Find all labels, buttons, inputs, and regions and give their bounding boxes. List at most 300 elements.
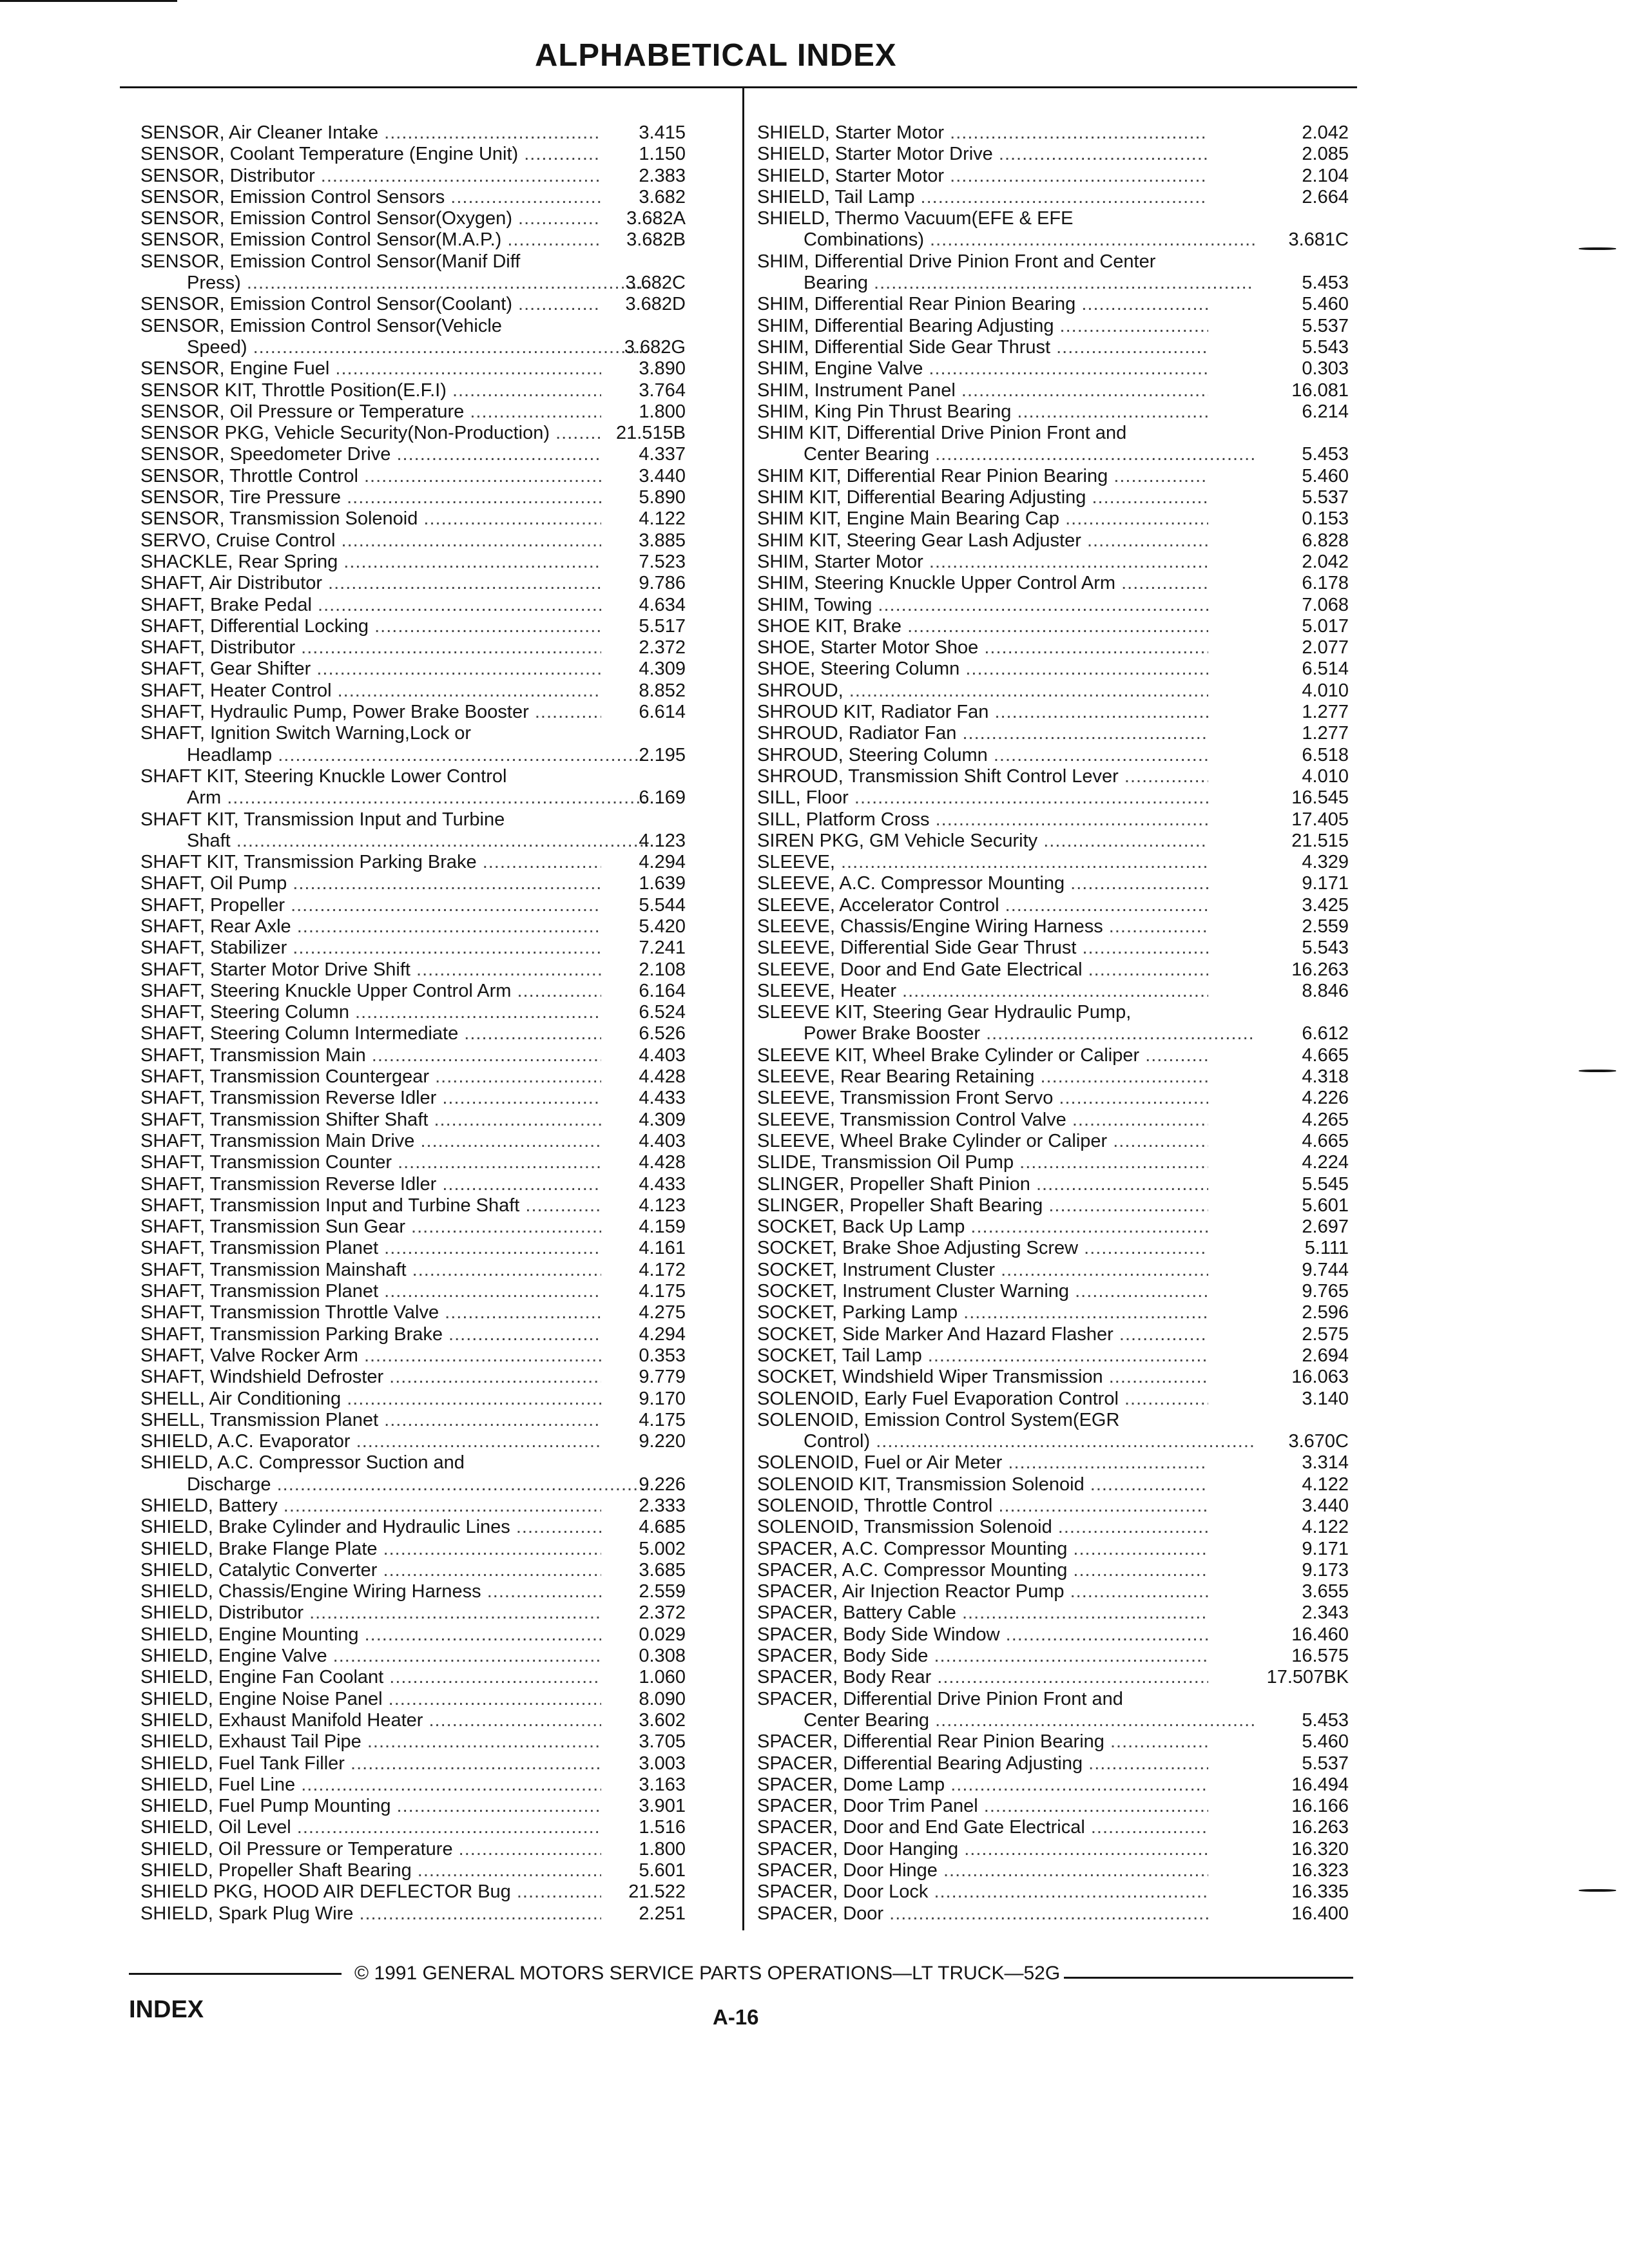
entry-reference-number: 3.705 <box>639 1731 686 1753</box>
index-entry <box>757 658 1349 680</box>
index-entry <box>140 1517 686 1538</box>
margin-tick-mark <box>1579 1889 1616 1892</box>
index-entry <box>757 1881 1349 1903</box>
entry-description: SPACER, Battery Cable <box>757 1602 956 1624</box>
top-corner-rule <box>0 0 177 2</box>
entry-description: SILL, Floor <box>757 787 849 809</box>
index-entry <box>757 1302 1349 1323</box>
index-entry <box>757 423 1349 466</box>
entry-description: SOLENOID, Throttle Control <box>757 1495 993 1516</box>
entry-description: SPACER, Door Lock <box>757 1881 929 1903</box>
entry-reference-number: 5.453 <box>1302 444 1349 465</box>
entry-description: SHAFT KIT, Transmission Parking Brake <box>140 852 477 873</box>
entry-reference-number: 4.329 <box>1302 852 1349 873</box>
entry-description: SPACER, Differential Bearing Adjusting <box>757 1753 1083 1774</box>
entry-description: SENSOR, Speedometer Drive <box>140 444 391 465</box>
index-entry <box>140 809 686 852</box>
entry-reference-number: 5.460 <box>1302 1731 1349 1753</box>
index-entry <box>757 1560 1349 1581</box>
entry-reference-number: 3.682D <box>625 294 686 315</box>
index-entry <box>757 1731 1349 1753</box>
entry-reference-number: 4.159 <box>639 1216 686 1238</box>
entry-reference-number: 6.164 <box>639 980 686 1001</box>
index-entry <box>140 316 686 359</box>
index-entry <box>757 187 1349 208</box>
entry-reference-number: 0.308 <box>639 1646 686 1667</box>
entry-description: SHAFT, Differential Locking <box>140 615 369 637</box>
entry-description: SPACER, Body Rear <box>757 1667 932 1688</box>
index-entry <box>140 616 686 637</box>
entry-description: Discharge <box>187 1474 271 1495</box>
entry-reference-number: 3.682B <box>626 229 686 251</box>
entry-reference-number: 5.517 <box>639 615 686 637</box>
entry-description: SHELL, Transmission Planet <box>140 1409 379 1430</box>
index-entry <box>757 337 1349 358</box>
index-column-left <box>140 122 686 1925</box>
index-entry <box>757 1066 1349 1088</box>
index-entry <box>757 358 1349 380</box>
entry-description: SOCKET, Windshield Wiper Transmission <box>757 1367 1103 1388</box>
index-entry <box>140 1324 686 1345</box>
entry-description: SPACER, A.C. Compressor Mounting <box>757 1559 1068 1581</box>
index-entry <box>757 1774 1349 1796</box>
index-entry <box>140 251 686 294</box>
entry-reference-number: 4.309 <box>639 658 686 680</box>
entry-description: SHIELD, Oil Pressure or Temperature <box>140 1838 453 1860</box>
entry-reference-number: 6.526 <box>639 1023 686 1044</box>
entry-description: SENSOR, Distributor <box>140 165 315 186</box>
index-entry <box>757 1110 1349 1131</box>
entry-description: SENSOR, Oil Pressure or Temperature <box>140 401 465 422</box>
index-entry <box>757 937 1349 959</box>
entry-reference-number: 4.175 <box>639 1281 686 1302</box>
entry-description: SENSOR KIT, Throttle Position(E.F.I) <box>140 380 447 401</box>
entry-reference-number: 6.828 <box>1302 530 1349 551</box>
index-entry <box>757 1238 1349 1259</box>
entry-reference-number: 16.575 <box>1291 1646 1349 1667</box>
entry-reference-number: 21.515B <box>615 423 686 444</box>
index-entry <box>140 959 686 981</box>
entry-reference-number: 4.665 <box>1302 1044 1349 1066</box>
entry-reference-number: 2.559 <box>1302 916 1349 937</box>
entry-description: SPACER, Differential Drive Pinion Front and <box>757 1688 1123 1709</box>
index-entry <box>757 616 1349 637</box>
entry-description: SENSOR, Emission Control Sensor(M.A.P.) <box>140 229 502 251</box>
index-entry <box>140 1410 686 1431</box>
entry-description: SOCKET, Back Up Lamp <box>757 1216 965 1238</box>
entry-description: SPACER, Door Hanging <box>757 1838 959 1860</box>
index-entry <box>140 1560 686 1581</box>
entry-reference-number: 3.440 <box>639 465 686 486</box>
index-entry <box>140 1452 686 1495</box>
entry-description: SHIELD, Fuel Pump Mounting <box>140 1796 391 1817</box>
entry-reference-number: 5.460 <box>1302 294 1349 315</box>
index-entry <box>757 852 1349 873</box>
index-entry <box>757 680 1349 702</box>
index-entry <box>757 1474 1349 1495</box>
entry-reference-number: 9.744 <box>1302 1259 1349 1280</box>
index-entry <box>140 1367 686 1388</box>
index-entry <box>757 873 1349 894</box>
entry-description: SHAFT KIT, Transmission Input and Turbine <box>140 809 505 830</box>
index-entry <box>140 487 686 508</box>
entry-description: SHIELD, Tail Lamp <box>757 186 915 207</box>
index-entry <box>757 745 1349 766</box>
index-entry <box>140 1131 686 1152</box>
entry-description: SLEEVE KIT, Wheel Brake Cylinder or Caliper <box>757 1044 1140 1066</box>
index-entry <box>140 229 686 251</box>
index-entry <box>757 1452 1349 1474</box>
entry-reference-number: 4.275 <box>639 1302 686 1323</box>
entry-reference-number: 3.682 <box>639 186 686 207</box>
entry-description: SHIELD, Engine Valve <box>140 1646 327 1667</box>
entry-description: SPACER, Body Side <box>757 1646 929 1667</box>
entry-reference-number: 4.403 <box>639 1130 686 1151</box>
index-entry <box>757 466 1349 487</box>
entry-reference-number: 9.779 <box>639 1367 686 1388</box>
entry-description: SHIM KIT, Differential Bearing Adjusting <box>757 487 1086 508</box>
entry-description: SHAFT, Transmission Sun Gear <box>140 1216 405 1238</box>
entry-description: SHAFT, Brake Pedal <box>140 594 312 615</box>
entry-reference-number: 3.682G <box>624 336 686 358</box>
entry-reference-number: 4.122 <box>639 508 686 530</box>
entry-description: SHAFT, Transmission Shifter Shaft <box>140 1109 429 1130</box>
entry-reference-number: 5.537 <box>1302 1753 1349 1774</box>
footer-rule-right <box>1064 1977 1353 1979</box>
entry-description: SENSOR, Emission Control Sensor(Oxygen) <box>140 208 512 229</box>
entry-description: SHAFT, Transmission Reverse Idler <box>140 1088 437 1109</box>
entry-description: SHAFT, Transmission Mainshaft <box>140 1259 407 1280</box>
index-entry <box>757 595 1349 616</box>
entry-reference-number: 5.537 <box>1302 487 1349 508</box>
entry-reference-number: 1.800 <box>639 401 686 422</box>
entry-reference-number: 16.545 <box>1291 787 1349 809</box>
entry-description: SHIELD, Spark Plug Wire <box>140 1903 354 1924</box>
index-entry <box>140 1045 686 1066</box>
index-entry <box>140 1023 686 1044</box>
entry-description: SENSOR, Air Cleaner Intake <box>140 122 379 143</box>
entry-description: SENSOR, Emission Control Sensor(Vehicle <box>140 315 502 336</box>
index-entry <box>140 1110 686 1131</box>
entry-description: SHROUD, Radiator Fan <box>757 723 957 744</box>
entry-description: Power Brake Booster <box>804 1023 981 1044</box>
entry-reference-number: 5.453 <box>1302 273 1349 294</box>
index-entry <box>757 702 1349 723</box>
entry-reference-number: 4.122 <box>1302 1474 1349 1495</box>
index-entry <box>757 1517 1349 1538</box>
entry-reference-number: 3.003 <box>639 1753 686 1774</box>
entry-reference-number: 3.415 <box>639 122 686 143</box>
entry-reference-number: 4.433 <box>639 1088 686 1109</box>
entry-description: SHIELD, Exhaust Manifold Heater <box>140 1709 423 1731</box>
index-entry <box>757 1903 1349 1925</box>
index-entry <box>757 959 1349 981</box>
entry-reference-number: 4.337 <box>639 444 686 465</box>
entry-description: SLIDE, Transmission Oil Pump <box>757 1152 1014 1173</box>
entry-description: SENSOR, Tire Pressure <box>140 487 342 508</box>
entry-reference-number: 0.303 <box>1302 358 1349 380</box>
entry-reference-number: 2.559 <box>639 1581 686 1602</box>
entry-reference-number: 4.428 <box>639 1066 686 1088</box>
entry-reference-number: 6.518 <box>1302 744 1349 765</box>
entry-reference-number: 9.220 <box>639 1431 686 1452</box>
index-entry <box>140 1495 686 1517</box>
entry-description: Speed) <box>187 336 247 358</box>
entry-reference-number: 4.161 <box>639 1238 686 1259</box>
entry-reference-number: 2.664 <box>1302 186 1349 207</box>
index-column-right <box>757 122 1349 1925</box>
entry-description: SHIELD, Chassis/Engine Wiring Harness <box>140 1581 481 1602</box>
entry-reference-number: 2.372 <box>639 1602 686 1624</box>
entry-description: SHIELD, Starter Motor Drive <box>757 144 993 165</box>
index-entry <box>140 702 686 723</box>
entry-description: SOLENOID KIT, Transmission Solenoid <box>757 1474 1084 1495</box>
margin-tick-mark <box>1579 247 1616 250</box>
index-entry <box>140 1238 686 1259</box>
index-entry <box>140 658 686 680</box>
index-entry <box>140 166 686 187</box>
entry-description: SERVO, Cruise Control <box>140 530 336 551</box>
entry-reference-number: 5.543 <box>1302 336 1349 358</box>
index-entry <box>757 1817 1349 1838</box>
entry-description: SLEEVE, Chassis/Engine Wiring Harness <box>757 916 1103 937</box>
entry-description: SLEEVE, Differential Side Gear Thrust <box>757 937 1077 959</box>
index-entry <box>757 122 1349 144</box>
entry-description: SENSOR, Emission Control Sensor(Coolant) <box>140 294 512 315</box>
entry-reference-number: 5.420 <box>639 916 686 937</box>
title-rule <box>120 86 1357 88</box>
entry-description: SHROUD, Steering Column <box>757 744 988 765</box>
entry-description: SHAFT, Transmission Countergear <box>140 1066 430 1088</box>
entry-reference-number: 1.060 <box>639 1667 686 1688</box>
entry-description: SHIM, Instrument Panel <box>757 380 956 401</box>
entry-reference-number: 16.263 <box>1291 959 1349 980</box>
index-entry <box>140 873 686 894</box>
entry-description: SHAFT, Air Distributor <box>140 573 322 594</box>
index-entry <box>757 530 1349 552</box>
entry-description: Arm <box>187 787 222 809</box>
entry-reference-number: 5.601 <box>639 1860 686 1881</box>
entry-reference-number: 4.122 <box>1302 1517 1349 1538</box>
index-entry <box>757 787 1349 809</box>
entry-description: SHAFT, Heater Control <box>140 680 332 701</box>
footer-copyright-line <box>129 1963 1353 1984</box>
entry-description: SHIELD, Distributor <box>140 1602 304 1624</box>
entry-reference-number: 4.433 <box>639 1173 686 1195</box>
margin-tick-mark <box>1579 1070 1616 1072</box>
index-entry <box>757 316 1349 337</box>
index-entry <box>757 895 1349 916</box>
entry-reference-number: 3.685 <box>639 1559 686 1581</box>
entry-description: SHAFT KIT, Steering Knuckle Lower Control <box>140 765 507 787</box>
entry-reference-number: 8.852 <box>639 680 686 701</box>
index-entry <box>140 1302 686 1323</box>
index-entry <box>140 1002 686 1023</box>
index-entry <box>757 144 1349 165</box>
entry-reference-number: 2.042 <box>1302 122 1349 143</box>
entry-reference-number: 2.077 <box>1302 637 1349 658</box>
index-entry <box>140 530 686 552</box>
index-entry <box>140 1345 686 1367</box>
entry-reference-number: 21.515 <box>1291 830 1349 851</box>
index-entry <box>140 122 686 144</box>
entry-reference-number: 4.010 <box>1302 680 1349 701</box>
entry-description: SPACER, Body Side Window <box>757 1624 1000 1645</box>
index-entry <box>140 637 686 658</box>
index-entry <box>757 208 1349 251</box>
index-entry <box>757 723 1349 744</box>
entry-reference-number: 4.403 <box>639 1044 686 1066</box>
entry-reference-number: 3.140 <box>1302 1388 1349 1409</box>
index-entry <box>757 552 1349 573</box>
index-entry <box>140 981 686 1002</box>
index-entry <box>757 1345 1349 1367</box>
entry-reference-number: 6.612 <box>1302 1023 1349 1044</box>
index-entry <box>757 1602 1349 1624</box>
entry-reference-number: 5.890 <box>639 487 686 508</box>
entry-description: SHIELD, Engine Fan Coolant <box>140 1667 384 1688</box>
entry-description: SHIELD, Starter Motor <box>757 165 945 186</box>
index-entry <box>140 937 686 959</box>
index-entry <box>140 1881 686 1903</box>
entry-description: SOLENOID, Early Fuel Evaporation Control <box>757 1388 1119 1409</box>
entry-reference-number: 4.294 <box>639 1323 686 1345</box>
entry-description: SLEEVE, Transmission Control Valve <box>757 1109 1066 1130</box>
index-entry <box>757 809 1349 831</box>
index-entry <box>140 208 686 229</box>
entry-reference-number: 8.090 <box>639 1688 686 1709</box>
entry-description: SENSOR, Emission Control Sensor(Manif Diff <box>140 251 521 272</box>
entry-reference-number: 8.846 <box>1302 980 1349 1001</box>
entry-description: SHIELD, Oil Level <box>140 1817 291 1838</box>
entry-description: SHROUD, <box>757 680 843 701</box>
index-entry <box>757 573 1349 594</box>
index-entry <box>757 1174 1349 1195</box>
index-entry <box>757 1088 1349 1109</box>
entry-reference-number: 2.251 <box>639 1903 686 1924</box>
entry-reference-number: 16.320 <box>1291 1838 1349 1860</box>
index-entry <box>140 1646 686 1667</box>
entry-reference-number: 6.178 <box>1302 573 1349 594</box>
entry-reference-number: 2.694 <box>1302 1345 1349 1366</box>
entry-description: SENSOR, Throttle Control <box>140 465 358 486</box>
entry-description: Center Bearing <box>804 1709 930 1731</box>
index-entry <box>140 1796 686 1817</box>
entry-reference-number: 4.224 <box>1302 1152 1349 1173</box>
entry-reference-number: 6.614 <box>639 702 686 723</box>
entry-description: SLEEVE KIT, Steering Gear Hydraulic Pump, <box>757 1002 1132 1023</box>
entry-reference-number: 4.123 <box>639 830 686 851</box>
index-entry <box>140 1774 686 1796</box>
index-entry <box>757 1624 1349 1646</box>
entry-reference-number: 3.314 <box>1302 1452 1349 1474</box>
entry-description: SHELL, Air Conditioning <box>140 1388 342 1409</box>
entry-reference-number: 9.171 <box>1302 1538 1349 1559</box>
entry-description: SOCKET, Parking Lamp <box>757 1302 958 1323</box>
entry-description: SHAFT, Transmission Reverse Idler <box>140 1173 437 1195</box>
entry-reference-number: 16.063 <box>1291 1367 1349 1388</box>
entry-reference-number: 1.800 <box>639 1838 686 1860</box>
entry-reference-number: 3.764 <box>639 380 686 401</box>
entry-description: SPACER, Door Trim Panel <box>757 1796 978 1817</box>
entry-description: Headlamp <box>187 744 273 765</box>
entry-reference-number: 3.655 <box>1302 1581 1349 1602</box>
entry-description: SHIM, Differential Rear Pinion Bearing <box>757 294 1076 315</box>
page-title: ALPHABETICAL INDEX <box>535 38 897 73</box>
entry-description: Press) <box>187 273 241 294</box>
entry-reference-number: 9.170 <box>639 1388 686 1409</box>
index-entry <box>140 1260 686 1281</box>
index-entry <box>140 444 686 465</box>
index-entry <box>140 723 686 766</box>
entry-reference-number: 7.523 <box>639 551 686 572</box>
entry-reference-number: 1.277 <box>1302 702 1349 723</box>
entry-description: SHAFT, Steering Column <box>140 1002 349 1023</box>
entry-reference-number: 9.226 <box>639 1474 686 1495</box>
entry-description: SHIELD, Exhaust Tail Pipe <box>140 1731 361 1753</box>
entry-description: SLEEVE, A.C. Compressor Mounting <box>757 873 1065 894</box>
entry-reference-number: 2.085 <box>1302 144 1349 165</box>
entry-description: SENSOR, Emission Control Sensors <box>140 186 445 207</box>
entry-description: SOCKET, Instrument Cluster Warning <box>757 1281 1070 1302</box>
entry-reference-number: 4.172 <box>639 1259 686 1280</box>
entry-reference-number: 0.029 <box>639 1624 686 1645</box>
entry-reference-number: 6.214 <box>1302 401 1349 422</box>
entry-description: SHACKLE, Rear Spring <box>140 551 338 572</box>
index-entry <box>140 1903 686 1925</box>
index-entry <box>140 1066 686 1088</box>
index-entry <box>757 1796 1349 1817</box>
entry-reference-number: 7.241 <box>639 937 686 959</box>
entry-description: SHIELD, Fuel Line <box>140 1774 296 1795</box>
entry-description: SHIELD, Engine Noise Panel <box>140 1688 383 1709</box>
entry-description: SHIELD, Brake Flange Plate <box>140 1538 378 1559</box>
index-entry <box>140 1731 686 1753</box>
entry-reference-number: 3.425 <box>1302 894 1349 916</box>
entry-description: SHIM, Differential Drive Pinion Front and Center <box>757 251 1156 272</box>
footer-copyright-text: © 1991 GENERAL MOTORS SERVICE PARTS OPERATIONS—LT TRUCK—52G <box>354 1963 1061 1984</box>
entry-reference-number: 9.786 <box>639 573 686 594</box>
entry-description: SHAFT, Steering Knuckle Upper Control Arm <box>140 980 512 1001</box>
entry-description: SLEEVE, <box>757 852 835 873</box>
entry-reference-number: 4.123 <box>639 1195 686 1216</box>
entry-reference-number: 2.575 <box>1302 1323 1349 1345</box>
entry-description: SENSOR, Coolant Temperature (Engine Unit) <box>140 144 519 165</box>
index-entry <box>140 552 686 573</box>
entry-description: SHAFT, Windshield Defroster <box>140 1367 384 1388</box>
index-entry <box>140 1088 686 1109</box>
entry-description: SHIELD, Propeller Shaft Bearing <box>140 1860 412 1881</box>
index-entry <box>757 1281 1349 1302</box>
entry-reference-number: 6.524 <box>639 1002 686 1023</box>
index-entry <box>140 380 686 401</box>
entry-description: SHAFT, Gear Shifter <box>140 658 311 680</box>
entry-reference-number: 4.175 <box>639 1409 686 1430</box>
entry-description: Control) <box>804 1431 871 1452</box>
entry-description: SPACER, Door Hinge <box>757 1860 938 1881</box>
entry-description: SHIELD, A.C. Evaporator <box>140 1431 351 1452</box>
entry-reference-number: 16.323 <box>1291 1860 1349 1881</box>
index-entry <box>140 766 686 809</box>
entry-description: Combinations) <box>804 229 924 251</box>
entry-description: SHIM, Steering Knuckle Upper Control Arm <box>757 573 1116 594</box>
index-entry <box>140 1216 686 1238</box>
entry-reference-number: 0.353 <box>639 1345 686 1366</box>
index-entry <box>140 508 686 530</box>
entry-description: SILL, Platform Cross <box>757 809 930 830</box>
entry-reference-number: 4.428 <box>639 1152 686 1173</box>
entry-reference-number: 6.514 <box>1302 658 1349 680</box>
